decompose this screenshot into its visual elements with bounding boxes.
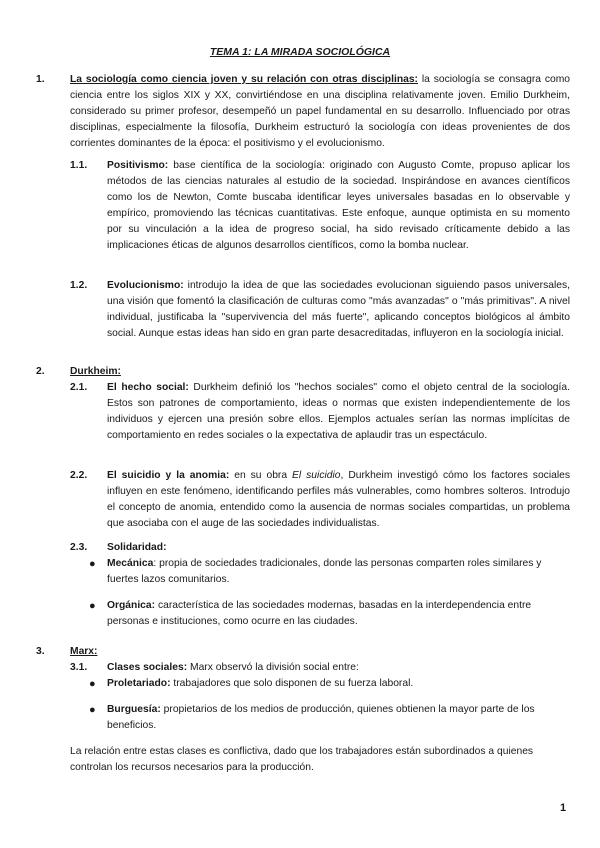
proletariado-text: trabajadores que solo disponen de su fuerza laboral. [170,678,414,689]
section-1-text: la sociología se consagra como ciencia entre los siglos XIX y XX, convirtiéndose en una disciplina relativamente joven. Emilio Durkheim, considerado su primer profesor, desempeñó un papel fundamental en su desarrollo. Influenciado por otras disciplinas, especialmente la filosofía, Durkheim estructuró la sociología con ideas provenientes de dos corrientes dominantes de la época: el positivismo y el evolucionismo. [70,74,570,149]
section-1-2-text: introdujo la idea de que las sociedades evolucionan siguiendo pasos universales, una visión que fomentó la clasificación de culturas como "más avanzadas" o "más primitivas". A nivel individual, justificaba la "supervivencia del más fuerte", aplicando conceptos biológicos al ámbito social. Aunque estas ideas han sido en gran parte desacreditadas, influyeron en la sociología inicial. [107,280,570,339]
burguesia-heading: Burguesía: [107,704,161,715]
page-number: 1 [560,802,567,814]
section-2-3-heading: Solidaridad: [107,542,167,553]
section-1-1-paragraph [107,158,570,254]
section-1-paragraph [70,72,570,152]
section-1-1-heading: Positivismo: [107,160,169,171]
mecanica-text: : propia de sociedades tradicionales, donde las personas comparten roles similares y fuertes lazos comunitarios. [107,558,542,585]
section-3-1-paragraph [107,660,570,676]
section-1-1-number: 1.1. [70,160,88,171]
section-3-number: 3. [36,646,45,657]
list-item-burguesia [107,702,570,734]
section-1-1-text: base científica de la sociología: originado con Augusto Comte, propuso aplicar los métodos de las ciencias naturales al estudio de la sociedad. Inspirándose en avances científicos como los de Newton, Comte buscaba identificar leyes universales basadas en lo observable y empírico, promoviendo las técnicas cuantitativas. Este enfoque, aunque optimista en su momento por su vinculación a la idea de progreso social, ha sido revisado críticamente debido a las implicaciones éticas de algunos desarrollos científicos, como la bomba nuclear. [107,160,570,251]
bullet-icon: ● [89,704,96,716]
section-2-2-number: 2.2. [70,470,88,481]
section-2-2-work-title: El suicidio [292,470,341,481]
section-2-2-text-a: en su obra [229,470,293,481]
mecanica-heading: Mecánica [107,558,154,569]
proletariado-heading: Proletariado: [107,678,171,689]
section-1-2-heading: Evolucionismo: [107,280,184,291]
list-item-organica [107,598,570,630]
section-1-2-number: 1.2. [70,280,88,291]
section-1-heading: La sociología como ciencia joven y su relación con otras disciplinas: [70,74,418,85]
section-3-closing-paragraph: La relación entre estas clases es conflictiva, dado que los trabajadores están subordinados a quienes controlan los recursos necesarios para la producción. [70,746,534,773]
section-2-3-number: 2.3. [70,542,88,553]
section-2-number: 2. [36,366,45,377]
section-2-1-text: Durkheim definió los "hechos sociales" como el objeto central de la sociología. Estos son patrones de comportamiento, ideas o normas que existen independientemente de los individuos y ejercen una presión sobre ellos. Ejemplos actuales serían las normas implícitas de comportamiento en redes sociales o la expectativa de aplaudir tras un espectáculo. [107,382,570,441]
section-2-1-heading: El hecho social: [107,382,189,393]
section-2-2-text-b: , Durkheim investigó cómo los factores sociales influyen en este fenómeno, identificando perfiles más vulnerables, como hombres solteros. Introdujo el concepto de anomia, entendido como la ausencia de normas sociales compartidas, un problema que asociaba con el auge de las sociedades individualistas. [107,470,570,529]
section-1-2-paragraph [107,278,570,342]
section-3-heading-text: Marx: [70,646,98,657]
organica-heading: Orgánica: [107,600,156,611]
list-item-mecanica [107,556,570,588]
burguesia-text: propietarios de los medios de producción, quienes obtienen la mayor parte de los beneficios. [107,704,535,731]
section-2-heading-text: Durkheim: [70,366,121,377]
section-2-2-heading: El suicidio y la anomia: [107,470,230,481]
section-2-1-number: 2.1. [70,382,88,393]
page-title: TEMA 1: LA MIRADA SOCIOLÓGICA [209,46,391,58]
list-item-proletariado [107,676,570,692]
section-2-2-paragraph [107,468,570,532]
organica-text: característica de las sociedades modernas, basadas en la interdependencia entre personas e instituciones, como ocurre en las ciudades. [107,600,532,627]
bullet-icon: ● [89,558,96,570]
section-2-1-paragraph [107,380,570,444]
section-2-heading [70,364,121,380]
bullet-icon: ● [89,678,96,690]
section-3-heading [70,644,97,660]
section-3-1-heading: Clases sociales: [107,662,188,673]
section-3-1-number: 3.1. [70,662,88,673]
bullet-icon: ● [89,600,96,612]
section-1-number: 1. [36,74,45,85]
section-3-1-text: Marx observó la división social entre: [187,662,359,673]
